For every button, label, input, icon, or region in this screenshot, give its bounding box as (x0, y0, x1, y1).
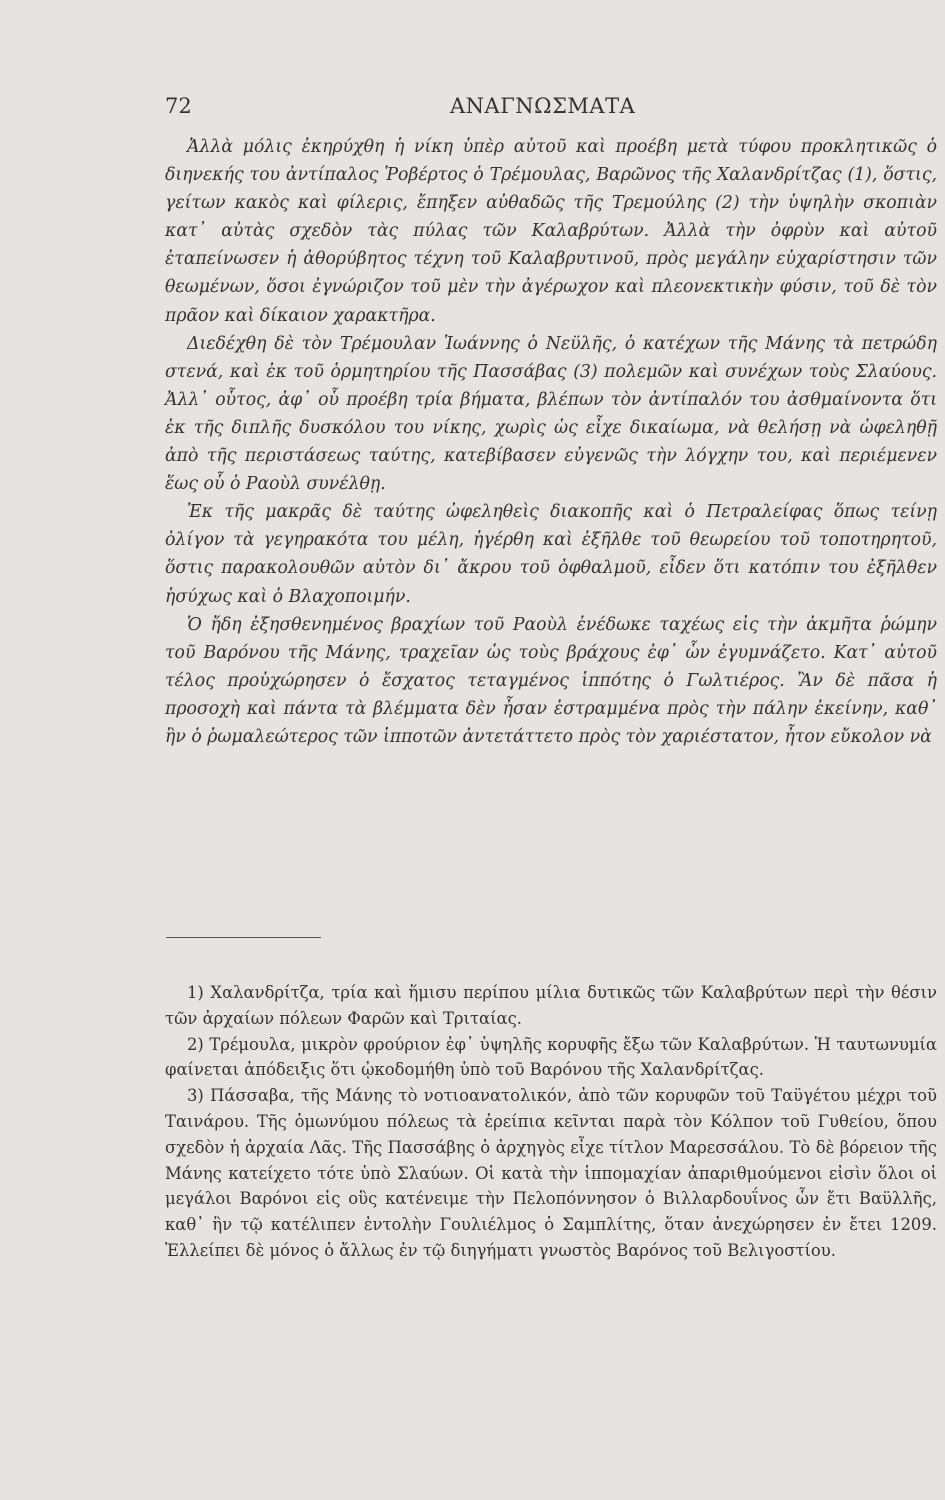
paragraph: Ἀλλὰ μόλις ἐκηρύχθη ἡ νίκη ὑπὲρ αὐτοῦ καὶ προέβη μετὰ τύφου προκλητικῶς ὁ διηνεκής του ἀντίπαλος Ῥοβέρτος ὁ Τρέμουλας, Βαρῶνος τῆς Χαλανδρίτζας (1), ὅστις, γείτων κακὸς καὶ φίλερις, ἔπηξεν αὐθαδῶς τῆς Τρεμούλης (2) τὴν ὑψηλὴν σκοπιὰν κατ᾽ αὐτὰς σχεδὸν τὰς πύλας τῶν Καλαβρύτων. Ἀλλὰ τὴν ὀφρὺν καὶ αὐτοῦ ἐταπείνωσεν ἡ ἀθορύβητος τέχνη τοῦ Καλαβρυτινοῦ, πρὸς μεγάλην εὐχαρίστησιν τῶν θεωμένων, ὅσοι ἐγνώριζον τοῦ μὲν τὴν ἀγέρωχον καὶ πλεονεκτικὴν φύσιν, τοῦ δὲ τὸν πρᾶον καὶ δίκαιον χαρακτῆρα. (165, 137, 937, 326)
footnote: 2) Τρέμουλα, μικρὸν φρούριον ἐφ᾽ ὑψηλῆς κορυφῆς ἔξω τῶν Καλαβρύτων. Ἡ ταυτωνυμία φαίνεται ἀπόδειξις ὅτι ᾠκοδομήθη ὑπὸ τοῦ Βαρόνου τῆς Χαλανδρίτζας. (165, 1034, 937, 1080)
paragraph: Ἐκ τῆς μακρᾶς δὲ ταύτης ὠφεληθεὶς διακοπῆς καὶ ὁ Πετραλείφας ὅπως τείνῃ ὀλίγον τὰ γεγηρακότα του μέλη, ἠγέρθη καὶ ἐξῆλθε τοῦ θεωρείου τοῦ τοποτηρητοῦ, ὅστις παρακολουθῶν αὐτὸν δι᾽ ἄκρου τοῦ ὀφθαλμοῦ, εἶδεν ὅτι κατόπιν του ἐξῆλθεν ἡσύχως καὶ ὁ Βλαχοποιμήν. (165, 502, 937, 607)
paragraph: Διεδέχθη δὲ τὸν Τρέμουλαν Ἰωάννης ὁ Νεϋλῆς, ὁ κατέχων τῆς Μάνης τὰ πετρώδη στενά, καὶ ἐκ τοῦ ὁρμητηρίου τῆς Πασσάβας (3) πολεμῶν καὶ συνέχων τοὺς Σλαύους. Ἀλλ᾽ οὗτος, ἀφ᾽ οὗ προέβη τρία βήματα, βλέπων τὸν ἀντίπαλόν του ἀσθμαίνοντα ὅτι ἐκ τῆς διπλῆς δυσκόλου του νίκης, χωρὶς ὡς εἶχε δικαίωμα, νὰ θελήσῃ νὰ ὠφεληθῇ ἀπὸ τῆς περιστάσεως ταύτης, κατεβίβασεν εὐγενῶς τὴν λόγχην του, καὶ περιέμενεν ἕως οὗ ὁ Ραοὺλ συνέλθῃ. (165, 333, 937, 495)
footnote: 1) Χαλανδρίτζα, τρία καὶ ἥμισυ περίπου μίλια δυτικῶς τῶν Καλαβρύτων περὶ τὴν θέσιν τῶν ἀρχαίων πόλεων Φαρῶν καὶ Τριταίας. (165, 983, 937, 1028)
footnote-divider (166, 937, 321, 938)
footnote: 3) Πάσσαβα, τῆς Μάνης τὸ νοτιοανατολικόν, ἀπὸ τῶν κορυφῶν τοῦ Ταϋγέτου μέχρι τοῦ Ταινάρου. Τῆς ὁμωνύμου πόλεως τὰ ἐρείπια κεῖνται παρὰ τὸν Κόλπον τοῦ Γυθείου, ὅπου σχεδὸν ἡ ἀρχαία Λᾶς. Τῆς Πασσάβης ὁ ἀρχηγὸς εἶχε τίτλον Μαρεσσάλου. Τὸ δὲ βόρειον τῆς Μάνης κατείχετο τότε ὑπὸ Σλαύων. Οἱ κατὰ τὴν ἱππομαχίαν ἀπαριθμούμενοι εἰσὶν ὅλοι οἱ μεγάλοι Βαρόνοι εἰς οὓς κατένειμε τὴν Πελοπόννησον ὁ Βιλλαρδουΐνος ὧν ἔτι Βαϋλλῆς, καθ᾽ ἣν τῷ κατέλιπεν ἐντολὴν Γουλιέλμος ὁ Σαμπλίτης, ὅταν ἀνεχώρησεν ἐν ἔτει 1209. Ἐλλείπει δὲ μόνος ὁ ἄλλως ἐν τῷ διηγήματι γνωστὸς Βαρόνος τοῦ Βελιγοστίου. (165, 1086, 937, 1260)
page-number: 72 (165, 94, 192, 118)
paragraph: Ὁ ἤδη ἐξησθενημένος βραχίων τοῦ Ραοὺλ ἐνέδωκε ταχέως εἰς τὴν ἀκμῆτα ῥώμην τοῦ Βαρόνου τῆς Μάνης, τραχεῖαν ὡς τοὺς βράχους ἐφ᾽ ὧν ἐγυμνάζετο. Κατ᾽ αὐτοῦ τέλος προὐχώρησεν ὁ ἔσχατος τεταγμένος ἱππότης ὁ Γωλτιέρος. Ἂν δὲ πᾶσα ἡ προσοχὴ καὶ πάντα τὰ βλέμματα δὲν ἦσαν ἐστραμμένα πρὸς τὴν πάλην ἐκείνην, καθ᾽ ἣν ὁ ῥωμαλεώτερος τῶν ἱπποτῶν ἀντετάττετο πρὸς τὸν χαριέστατον, ἦτον εὔκολον νὰ (165, 614, 937, 747)
page-header (165, 94, 910, 126)
main-text (165, 133, 937, 751)
running-title: ΑΝΑΓΝΩΣΜΑΤΑ (450, 94, 636, 118)
footnotes (165, 980, 937, 1264)
